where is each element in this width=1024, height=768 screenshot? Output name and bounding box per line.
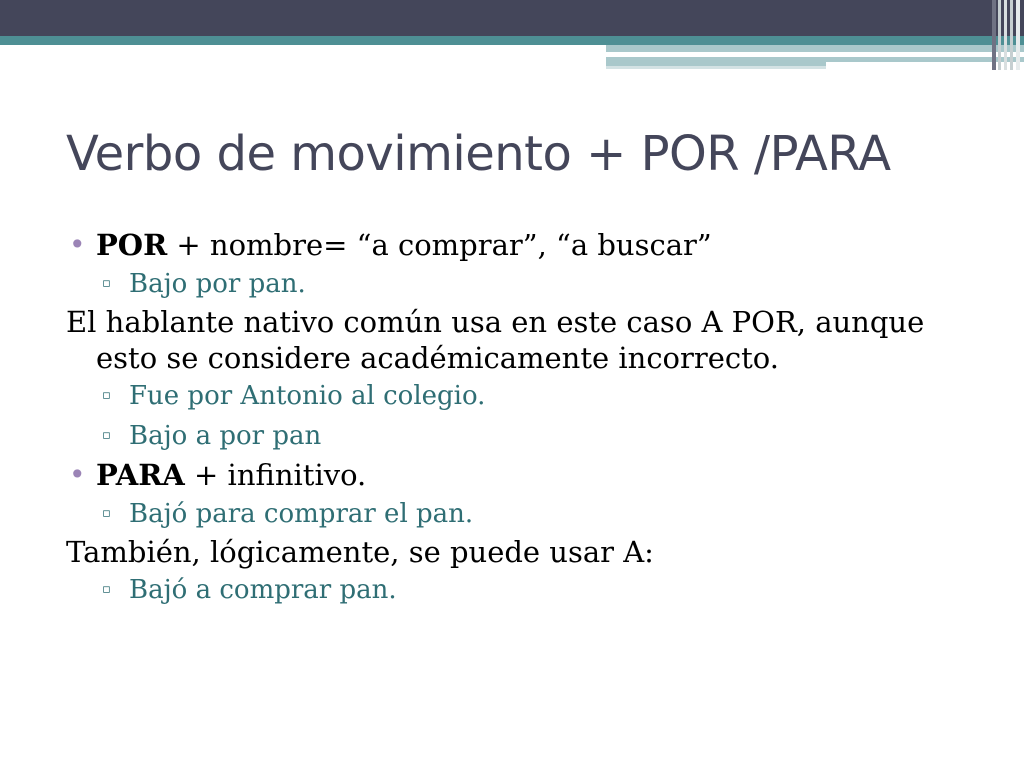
header-strip (606, 66, 826, 69)
sub-bullet-item (66, 416, 966, 456)
header-vertical-bar (992, 0, 996, 70)
sub-bullet-square-icon: ▫ (102, 276, 111, 291)
header-vertical-bar (1004, 0, 1007, 70)
sub-bullet-square-icon: ▫ (102, 428, 111, 443)
bullet-keyword: POR (96, 228, 168, 262)
bullet-dot-icon: • (69, 228, 86, 261)
sub-bullet-text: Bajo por pan. (129, 269, 306, 299)
header-vertical-bar (1016, 0, 1020, 70)
sub-bullet-text: Fue por Antonio al colegio. (129, 381, 486, 411)
header-band-dark (0, 0, 1024, 36)
bullet-item (66, 456, 966, 494)
plain-paragraph: También, lógicamente, se puede usar A: (66, 535, 654, 569)
sub-bullet-square-icon: ▫ (102, 388, 111, 403)
plain-paragraph: El hablante nativo común usa en este caso A POR, aunque esto se considere académicamente incorrecto. (66, 305, 925, 375)
sub-bullet-item (66, 264, 966, 304)
header-vertical-bar (998, 0, 1001, 70)
sub-bullet-item (66, 570, 966, 610)
sub-bullet-item (66, 494, 966, 534)
bullet-keyword: PARA (96, 458, 185, 492)
sub-bullet-text: Bajo a por pan (129, 421, 322, 451)
sub-bullet-item (66, 376, 966, 416)
sub-bullet-text: Bajó para comprar el pan. (129, 499, 474, 529)
sub-bullet-square-icon: ▫ (102, 582, 111, 597)
bullet-text: + nombre= “a comprar”, “a buscar” (167, 228, 712, 262)
slide-body (66, 226, 966, 610)
bullet-text: + infinitivo. (184, 458, 367, 492)
header-vertical-bar (1010, 0, 1013, 70)
bullet-item (66, 226, 966, 264)
slide-title: Verbo de movimiento + POR /PARA (66, 126, 891, 182)
header-white-gap (0, 45, 606, 52)
header-band-teal (0, 36, 1024, 45)
sub-bullet-square-icon: ▫ (102, 506, 111, 521)
sub-bullet-text: Bajó a comprar pan. (129, 575, 397, 605)
bullet-dot-icon: • (69, 458, 86, 491)
